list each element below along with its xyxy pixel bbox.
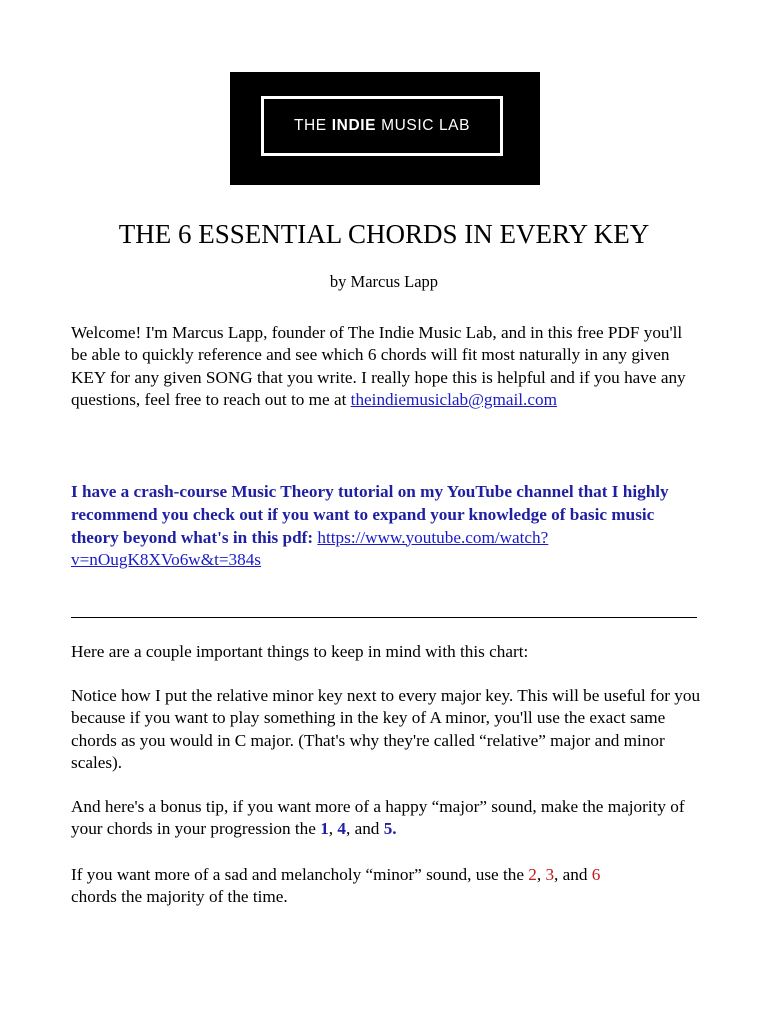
chord-number-2: 2 xyxy=(528,865,537,884)
intro-paragraph xyxy=(71,322,701,411)
chord-number-1: 1 xyxy=(320,819,329,839)
youtube-text: I have a crash-course Music Theory tutorial on my YouTube channel that I highly recommend you check out if you want to expand your knowledge of basic music theory beyond what's in this pdf: xyxy=(71,482,669,547)
chord-number-3: 3 xyxy=(545,865,555,884)
major-sep-2: , and xyxy=(345,819,380,839)
indie-music-lab-logo xyxy=(230,72,540,185)
minor-tip-tail: chords the majority of the time. xyxy=(71,887,288,907)
youtube-link-line1: https://www.youtube.com/watch? xyxy=(317,527,549,547)
major-tip-paragraph xyxy=(71,796,701,841)
chord-number-5: 5. xyxy=(383,819,397,839)
email-link[interactable]: theindiemusiclab@gmail.com xyxy=(350,389,557,409)
minor-tip-text: If you want more of a sad and melancholy “minor” sound, use the xyxy=(71,865,524,884)
minor-tip-paragraph xyxy=(71,864,701,909)
youtube-paragraph xyxy=(71,481,701,572)
logo-frame: THE INDIE MUSIC LAB xyxy=(261,96,503,156)
major-sep-1: , xyxy=(328,819,334,839)
intro-text: Welcome! I'm Marcus Lapp, founder of The Indie Music Lab, and in this free PDF you'll be able to quickly reference and see which 6 chords will fit most naturally in any given KEY for any given SONG that you write. I really hope this is helpful and if you have any questions, feel free to reach out to me at xyxy=(71,323,686,409)
minor-sep-2: , and xyxy=(554,865,588,884)
chart-notes-heading: Here are a couple important things to keep in mind with this chart: xyxy=(71,642,529,661)
minor-sep-1: , xyxy=(536,865,542,884)
youtube-link-line2: v=nOugK8XVo6w&t=384s xyxy=(71,550,262,570)
byline: by Marcus Lapp xyxy=(329,272,439,291)
relative-minor-paragraph: Notice how I put the relative minor key next to every major key. This will be useful for you because if you want to play something in the key of A minor, you'll use the exact same chords as you would in C major. (That's why they're called “relative” major and minor scales). xyxy=(71,686,701,772)
chord-number-6: 6 xyxy=(591,865,601,884)
major-tip-text: And here's a bonus tip, if you want more of a happy “major” sound, make the majority of your chords in your progression the xyxy=(71,797,685,839)
section-divider xyxy=(71,617,697,618)
chord-number-4: 4 xyxy=(337,819,346,839)
document-title: THE 6 ESSENTIAL CHORDS IN EVERY KEY xyxy=(118,219,650,249)
